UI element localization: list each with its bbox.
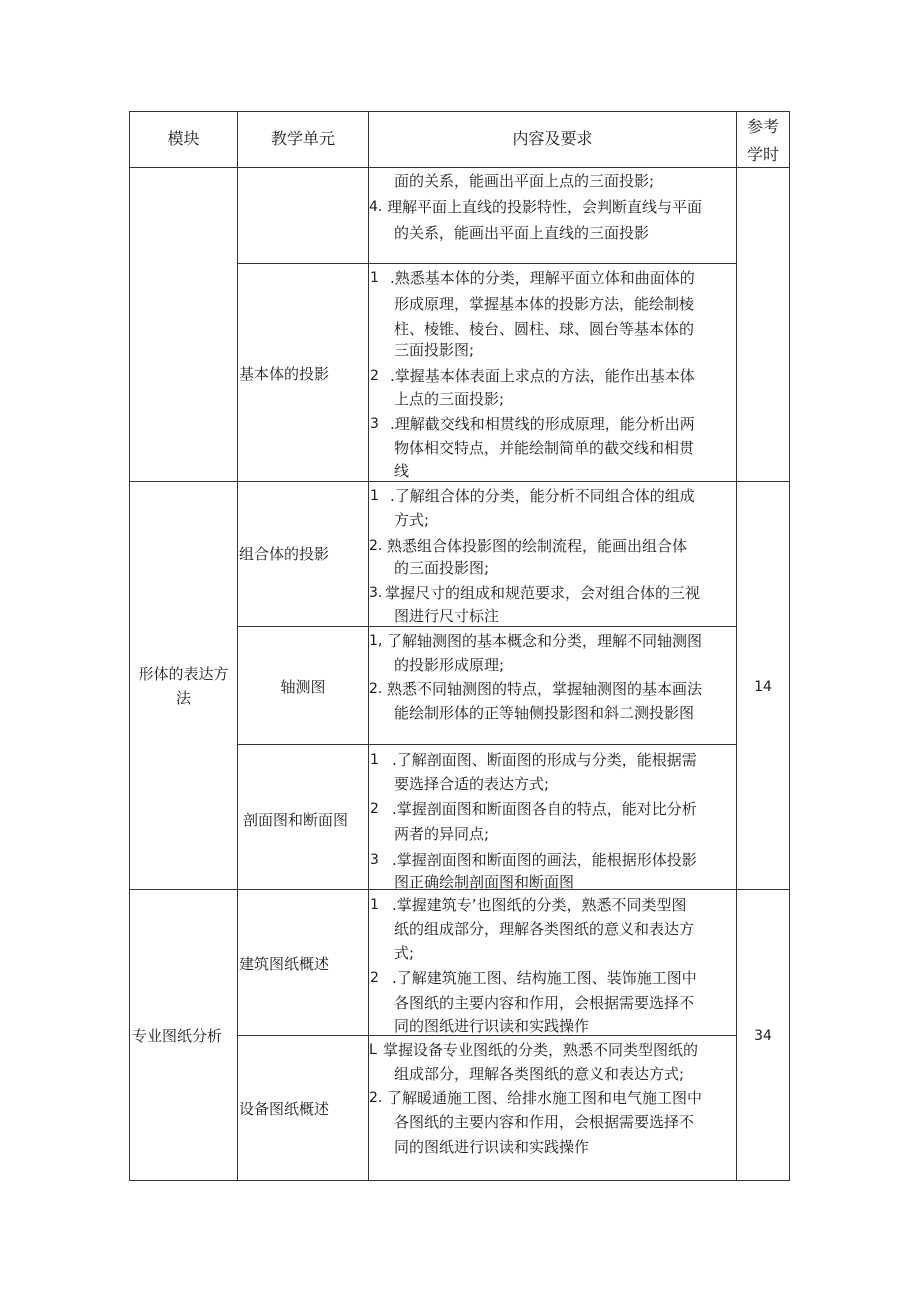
content-line: .熟悉基本体的分类，理解平面立体和曲面体的 (390, 269, 695, 287)
content-line: .了解组合体的分类，能分析不同组合体的组成 (390, 487, 695, 505)
header-content: 内容及要求 (512, 129, 593, 148)
item-number: L (369, 1042, 377, 1058)
content-line: .了解剖面图、断面图的形成与分类，能根据需 (392, 751, 697, 769)
content-line: 纸的组成部分，理解各类图纸的意义和表达方 (394, 920, 695, 938)
content-line: .掌握剖面图和断面图各自的特点，能对比分析 (392, 800, 697, 818)
item-number: 2 (370, 368, 379, 384)
item-number: 1 (370, 752, 379, 768)
unit-basic-solids: 基本体的投影 (239, 365, 330, 383)
content-line: 面的关系，能画出平面上点的三面投影; (394, 172, 655, 190)
table-border-left (129, 111, 130, 1181)
item-number: 1 (370, 897, 379, 913)
content-line: 图正确绘制剖面图和断面图 (394, 873, 575, 891)
content-line: 的三面投影图; (394, 559, 490, 577)
unit-equipment-drawings: 设备图纸概述 (239, 1100, 330, 1118)
content-line: 柱、棱锥、棱台、圆柱、球、圆台等基本体的 (394, 320, 695, 338)
item-number: 1, (369, 633, 383, 649)
content-line: 同的图纸进行识读和实践操作 (394, 1017, 590, 1035)
content-line: 三面投影图; (394, 341, 475, 359)
header-hours-line1: 参考 (746, 117, 779, 136)
content-line: .掌握基本体表面上求点的方法，能作出基本体 (390, 367, 695, 385)
content-line: 了解轴测图的基本概念和分类，理解不同轴测图 (387, 632, 703, 650)
hours-drawing-analysis: 34 (754, 1028, 772, 1044)
item-number: 3 (370, 852, 379, 868)
content-line: 图进行尺寸标注 (394, 607, 500, 625)
unit-composite-solids: 组合体的投影 (239, 545, 330, 563)
row-divider (237, 626, 737, 627)
content-line: 熟悉不同轴测图的特点，掌握轴测图的基本画法 (387, 680, 703, 698)
unit-section-views: 剖面图和断面图 (243, 811, 349, 829)
content-line: 方式; (394, 511, 430, 529)
header-hours-line2: 学时 (746, 145, 779, 164)
unit-axonometric: 轴测图 (280, 678, 326, 696)
content-line: 的投影形成原理; (394, 656, 505, 674)
content-line: 两者的异同点; (394, 825, 490, 843)
item-number: 2. (369, 681, 383, 697)
content-line: 各图纸的主要内容和作用，会根据需要选择不 (394, 1113, 695, 1131)
content-line: 理解平面上直线的投影特性，会判断直线与平面 (387, 198, 703, 216)
item-number: 3. (369, 585, 383, 601)
content-line: 组成部分，理解各类图纸的意义和表达方式; (394, 1065, 685, 1083)
content-line: 能绘制形体的正等轴侧投影图和斜二测投影图 (394, 704, 695, 722)
header-module: 模块 (167, 129, 200, 148)
content-line: 要选择合适的表达方式; (394, 775, 550, 793)
content-line: 各图纸的主要内容和作用，会根据需要选择不 (394, 994, 695, 1012)
content-line: 掌握尺寸的组成和规范要求，会对组合体的三视 (385, 584, 701, 602)
content-line: .掌握建筑专’也图纸的分类，熟悉不同类型图 (392, 896, 687, 914)
header-divider (129, 167, 790, 168)
content-line: 上点的三面投影; (394, 390, 505, 408)
row-divider (237, 263, 737, 264)
content-line: 式; (394, 944, 415, 962)
content-line: 物体相交特点，并能绘制简单的截交线和相贯 (394, 439, 695, 457)
content-line: 掌握设备专业图纸的分类，熟悉不同类型图纸的 (383, 1041, 699, 1059)
module-drawing-analysis: 专业图纸分析 (132, 1027, 223, 1045)
item-number: 1 (370, 488, 379, 504)
unit-architectural-drawings: 建筑图纸概述 (239, 955, 330, 973)
table-border-bottom (129, 1180, 790, 1181)
item-number: 2. (369, 1090, 383, 1106)
row-divider (129, 481, 790, 482)
header-unit: 教学单元 (270, 129, 335, 148)
table-border-top (129, 111, 790, 112)
content-line: .掌握剖面图和断面图的画法，能根据形体投影 (392, 851, 697, 869)
content-line: 线 (394, 462, 410, 480)
item-number: 1 (370, 270, 379, 286)
module-form-expression-line2: 法 (175, 689, 191, 707)
content-line: 形成原理，掌握基本体的投影方法，能绘制棱 (394, 295, 695, 313)
item-number: 2 (370, 801, 379, 817)
column-divider (237, 111, 238, 1181)
column-divider (736, 111, 737, 1181)
item-number: 2. (369, 538, 383, 554)
content-line: 的关系，能画出平面上直线的三面投影 (394, 224, 650, 242)
row-divider (237, 744, 737, 745)
item-number: 3 (370, 416, 379, 432)
content-line: 同的图纸进行识读和实践操作 (394, 1138, 590, 1156)
item-number: 4. (369, 199, 383, 215)
module-form-expression-line1: 形体的表达方 (138, 665, 229, 683)
table-border-right (789, 111, 790, 1181)
hours-form-expression: 14 (754, 679, 772, 695)
content-line: 熟悉组合体投影图的绘制流程，能画出组合体 (387, 537, 688, 555)
content-line: .了解建筑施工图、结构施工图、装饰施工图中 (392, 969, 697, 987)
item-number: 2 (370, 970, 379, 986)
content-line: .理解截交线和相贯线的形成原理，能分析出两 (390, 415, 695, 433)
content-line: 了解暖通施工图、给排水施工图和电气施工图中 (387, 1089, 703, 1107)
